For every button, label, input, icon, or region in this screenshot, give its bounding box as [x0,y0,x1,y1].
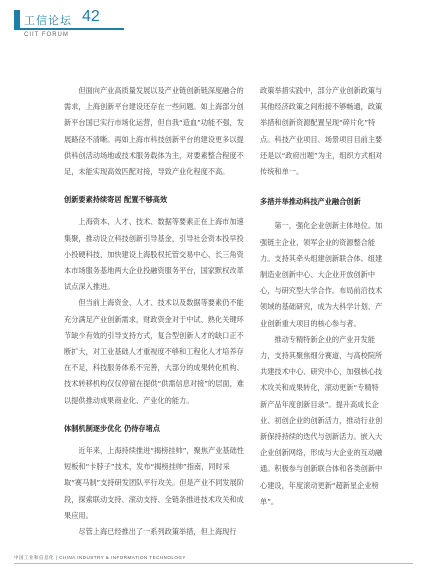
page-footer [14,555,186,561]
header-rule [14,28,124,30]
paragraph: 近年来，上海持续推进“揭榜挂帅”，聚焦产业基础性短板和“卡脖子”技术，发布“揭榜挂帅”指南，同时采取“赛马制”支持研发团队平行攻关。但是产业不同发展阶段，探索联动支持、滚动支持、全链条推进技术攻关和成果应用。 [64,446,244,520]
section-heading: 创新要素持续寄居 配置不够高效 [64,195,168,205]
paragraph: 政策举措实践中，部分产业创新政策与其他经济政策之间衔接不够畅通，政策举措和创新资源配置呈现“碎片化”特点。科技产业项目、场景项目目前主要还是以“政府出题”为主，组织方式相对传统和单一。 [260,86,383,177]
section-heading: 多措并举推动科技产业融合创新 [260,197,361,207]
footer-separator: | [55,555,58,560]
right-column [260,83,384,510]
paragraph: 尽管上海已经推出了一系列政策举措，但上海现行 [78,527,237,537]
page-number: 42 [82,8,100,25]
header-accent-bar [14,10,20,28]
column-title: 工信论坛 [24,14,72,27]
paragraph: 但面向产业高质量发展以及产业链创新链深度融合的需求，上海创新平台建设还存在一些问题。如上海部分创新平台国已实行市场化运营，但自我“造血”功能不强，发展路径不清晰。再如上海市科技创新平台的建设更多以提供科创活动场地或技术服务载体为主，对要素整合程度不足，未能实现高效匹配对接，导致产业化程度不高。 [64,86,244,177]
paragraph: 上海资本、人才、技术、数据等要素正在上海市加速集聚，推动设立科技创新引导基金，引导社会资本投早投小投硬科技，加快建设上海股权托管交易中心、长三角资本市场服务基地两大企业投融资服务平台，国家默权改革试点深入推进。 [64,217,244,292]
paragraph: 第一，强化企业创新主体地位。加强链主企业、领军企业的资源整合能力。支持其牵头组建创新联合体。组建制造业创新中心、大企业开放创新中心，与研究型大学合作。布局前沿技术领域的基础研究，成为大科学计划、产业创新重大项目的核心参与者。 [260,221,383,328]
column-subtitle: CIIT FORUM [24,32,69,38]
section-heading: 体制机制逐步优化 仍待存堵点 [64,423,160,433]
paragraph: 推动专精特新企业的产业开发能力，支持其聚焦细分赛道，与高校院所共建技术中心、研究中心，加强核心技术攻关和成果转化，滚动更新“专精特新产品年度创新目录”。提升高成长企业、初创企业的创新活力，推动行业创新保持持续的迭代与创新活力。嵌入大企业创新网络，形成与大企业的互动融通。积极参与创新联合体和各类创新中心建设，年度滚动更新“超新星企业榜单”。 [260,334,383,506]
footer-rule [14,563,413,564]
footer-publication-en: CHINA INDUSTRY & INFORMATION TECHNOLOGY [59,555,186,560]
left-column [64,83,244,540]
page-header [14,10,214,54]
footer-publication-cn: 中国工业和信息化 [14,555,54,560]
paragraph: 但当前上海资金、人才、技术以及数据等要素仍不能充分满足产业创新需求，财政资金对于中试、熟化关键环节缺少有效的引导支持方式，复合型创新人才的缺口正不断扩大，对工业基础人才重视度不够和工程化人才培养存在不足，科技服务体系不完善，大部分的成果转化机构、技术转移机构仅仅停留在提供“供需信息对接”的层面，难以提供推动成果商业化、产业化的能力。 [64,298,244,405]
